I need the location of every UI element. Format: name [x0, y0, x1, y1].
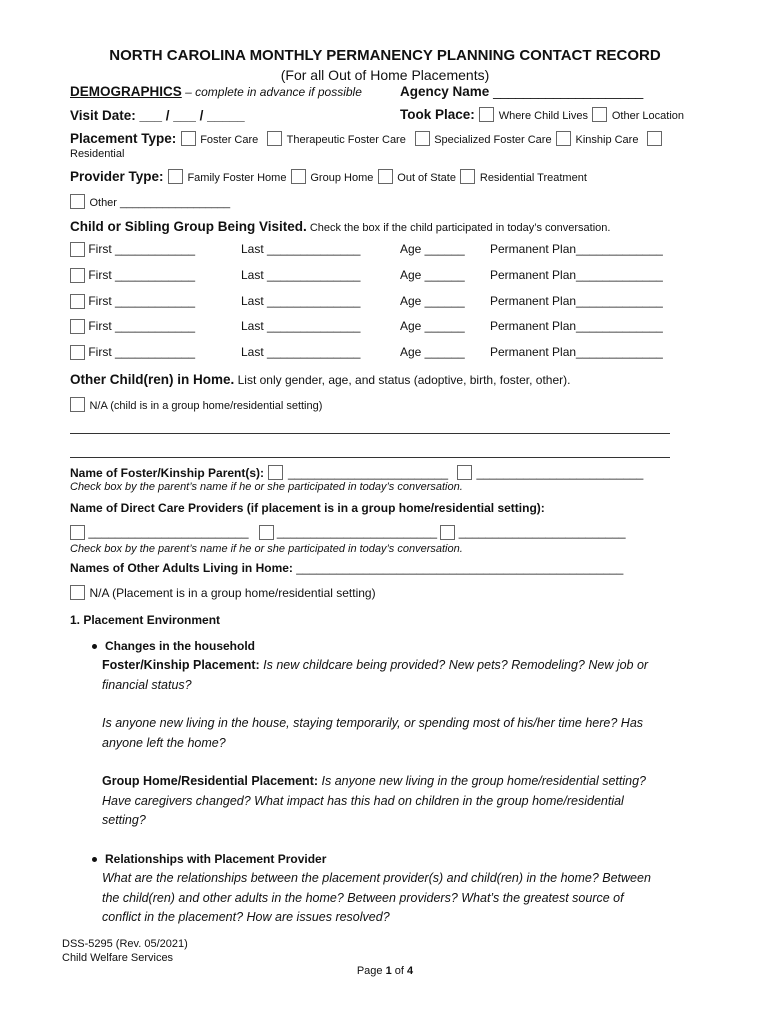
- demographics-label: DEMOGRAPHICS: [70, 84, 182, 99]
- placement-type-row: [70, 130, 662, 148]
- provider-other-row: [70, 193, 230, 211]
- child-first-name[interactable]: First ____________: [88, 294, 196, 308]
- specialized-foster-care-label: Specialized Foster Care: [434, 134, 552, 146]
- kinship-care-checkbox[interactable]: [556, 131, 571, 146]
- child-first-name[interactable]: First ____________: [88, 242, 196, 256]
- residential-treatment-label: Residential Treatment: [479, 172, 587, 184]
- household-question: Is anyone new living in the house, staying temporarily, or spending most of his/her time here? Has anyone left the home?: [102, 716, 644, 750]
- demographics-note: – complete in advance if possible: [181, 85, 362, 99]
- visit-date-field[interactable]: Visit Date: ___ / ___ / _____: [70, 108, 245, 123]
- other-children-note: List only gender, age, and status (adoptive, birth, foster, other).: [234, 373, 571, 387]
- direct-care-1-checkbox[interactable]: [70, 525, 85, 540]
- child-age[interactable]: Age ______: [400, 294, 465, 308]
- other-children-heading-row: [70, 371, 570, 389]
- residential-treatment-checkbox[interactable]: [460, 169, 475, 184]
- form-subtitle: (For all Out of Home Placements): [280, 67, 490, 83]
- child-age[interactable]: Age ______: [400, 268, 465, 282]
- direct-care-2-name[interactable]: ________________________: [276, 525, 438, 539]
- out-of-state-label: Out of State: [397, 172, 456, 184]
- page-total: 4: [407, 965, 414, 977]
- form-id: DSS-5295 (Rev. 05/2021): [62, 938, 188, 950]
- direct-care-label: Name of Direct Care Providers (if placement is in a group home/residential setting):: [70, 501, 545, 515]
- other-adults-na-label: N/A (Placement is in a group home/residential setting): [89, 586, 376, 600]
- children-heading-row: [70, 218, 610, 236]
- other-adults-na-checkbox[interactable]: [70, 585, 85, 600]
- child-participated-checkbox[interactable]: [70, 345, 85, 360]
- child-first-name[interactable]: First ____________: [88, 319, 196, 333]
- child-permanent-plan[interactable]: Permanent Plan_____________: [490, 242, 663, 256]
- child-permanent-plan[interactable]: Permanent Plan_____________: [490, 345, 663, 359]
- direct-care-3-name[interactable]: _________________________: [458, 525, 626, 539]
- child-last-name[interactable]: Last ______________: [241, 345, 361, 359]
- direct-care-2-checkbox[interactable]: [259, 525, 274, 540]
- child-permanent-plan[interactable]: Permanent Plan_____________: [490, 268, 663, 282]
- other-children-na-checkbox[interactable]: [70, 397, 85, 412]
- children-heading: Child or Sibling Group Being Visited.: [70, 219, 307, 234]
- page-prefix: Page: [356, 965, 386, 977]
- child-row: [70, 319, 195, 334]
- direct-care-note: Check box by the parent’s name if he or she participated in today’s conversation.: [70, 543, 463, 555]
- child-row: [70, 345, 195, 360]
- other-location-label: Other Location: [611, 110, 685, 122]
- bullet-changes-household: [92, 639, 255, 653]
- foster-kinship-label: Foster/Kinship Placement:: [102, 658, 260, 672]
- child-permanent-plan[interactable]: Permanent Plan_____________: [490, 294, 663, 308]
- child-first-name[interactable]: First ____________: [88, 345, 196, 359]
- placement-type-label: Placement Type:: [70, 131, 177, 146]
- therapeutic-foster-care-checkbox[interactable]: [267, 131, 282, 146]
- foster-care-checkbox[interactable]: [181, 131, 196, 146]
- residential-label: Residential: [70, 148, 125, 160]
- family-foster-home-checkbox[interactable]: [168, 169, 183, 184]
- provider-type-row: [70, 168, 587, 186]
- child-last-name[interactable]: Last ______________: [241, 319, 361, 333]
- page-number: [0, 965, 770, 977]
- child-row: [70, 268, 195, 283]
- other-adults-na-row: [70, 584, 376, 602]
- where-child-lives-label: Where Child Lives: [498, 110, 588, 122]
- direct-care-3-checkbox[interactable]: [440, 525, 455, 540]
- group-home-label: Group Home/Residential Placement:: [102, 774, 319, 788]
- provider-other-label[interactable]: Other __________________: [89, 197, 231, 209]
- foster-parent-2-name[interactable]: _________________________: [476, 466, 644, 480]
- agency-name-label: Agency Name: [400, 84, 490, 99]
- foster-parent-1-checkbox[interactable]: [268, 465, 283, 480]
- foster-parents-label: Name of Foster/Kinship Parent(s):: [70, 466, 265, 480]
- foster-parents-row: [70, 464, 643, 482]
- residential-checkbox[interactable]: [647, 131, 662, 146]
- child-participated-checkbox[interactable]: [70, 268, 85, 283]
- child-permanent-plan[interactable]: Permanent Plan_____________: [490, 319, 663, 333]
- provider-type-label: Provider Type:: [70, 169, 164, 184]
- foster-kinship-question: [102, 656, 662, 695]
- demographics-row: [70, 84, 362, 99]
- department: Child Welfare Services: [62, 952, 174, 964]
- bullet-dot: [92, 644, 97, 649]
- child-participated-checkbox[interactable]: [70, 242, 85, 257]
- out-of-state-checkbox[interactable]: [378, 169, 393, 184]
- family-foster-home-label: Family Foster Home: [187, 172, 287, 184]
- child-age[interactable]: Age ______: [400, 242, 465, 256]
- child-last-name[interactable]: Last ______________: [241, 242, 361, 256]
- other-children-line[interactable]: [70, 433, 670, 434]
- bullet-relationships-label: Relationships with Placement Provider: [105, 852, 327, 866]
- other-adults-blank[interactable]: _________________________________________________: [292, 561, 624, 575]
- relationships-question: What are the relationships between the placement provider(s) and child(ren) in the home? Between the child(ren) and other adults in the home? Between providers? What’s the greatest source of conflict in the placement? How are issues resolved?: [102, 871, 651, 924]
- page-mid: of: [391, 965, 408, 977]
- group-home-label: Group Home: [310, 172, 374, 184]
- child-age[interactable]: Age ______: [400, 345, 465, 359]
- group-home-text: Is anyone new living in the group home/residential setting? Have caregivers changed? What impact has this had on children in the group home/residential setting?: [102, 774, 647, 827]
- child-row: [70, 294, 195, 309]
- direct-care-row: [70, 525, 626, 540]
- bullet-relationships: [92, 852, 326, 866]
- form-title: NORTH CAROLINA MONTHLY PERMANENCY PLANNING CONTACT RECORD: [109, 47, 661, 64]
- child-last-name[interactable]: Last ______________: [241, 294, 361, 308]
- group-home-checkbox[interactable]: [291, 169, 306, 184]
- child-first-name[interactable]: First ____________: [88, 268, 196, 282]
- agency-name-field[interactable]: [400, 84, 643, 99]
- other-children-heading: Other Child(ren) in Home.: [70, 372, 235, 387]
- foster-parent-1-name[interactable]: ________________________: [287, 466, 449, 480]
- other-adults-label: Names of Other Adults Living in Home:: [70, 561, 293, 575]
- agency-name-blank: ____________________: [493, 84, 644, 99]
- foster-care-label: Foster Care: [200, 134, 259, 146]
- section-1-heading: 1. Placement Environment: [70, 613, 221, 627]
- other-children-na-row: [70, 396, 322, 414]
- child-age[interactable]: Age ______: [400, 319, 465, 333]
- child-participated-checkbox[interactable]: [70, 319, 85, 334]
- took-place-label: Took Place:: [400, 107, 475, 122]
- child-last-name[interactable]: Last ______________: [241, 268, 361, 282]
- other-adults-row: [70, 561, 623, 575]
- group-home-question: [102, 772, 657, 831]
- children-note: Check the box if the child participated in today’s conversation.: [306, 222, 611, 234]
- direct-care-1-name[interactable]: ________________________: [88, 525, 249, 539]
- kinship-care-label: Kinship Care: [575, 134, 639, 146]
- other-children-line[interactable]: [70, 457, 670, 458]
- took-place-row: [400, 106, 684, 124]
- bullet-dot: [92, 857, 97, 862]
- where-child-lives-checkbox[interactable]: [479, 107, 494, 122]
- other-location-checkbox[interactable]: [592, 107, 607, 122]
- foster-parents-note: Check box by the parent’s name if he or she participated in today’s conversation.: [70, 481, 463, 493]
- therapeutic-foster-care-label: Therapeutic Foster Care: [286, 134, 406, 146]
- child-participated-checkbox[interactable]: [70, 294, 85, 309]
- foster-kinship-text: Is new childcare being provided? New pets? Remodeling? New job or financial status?: [102, 658, 649, 692]
- child-row: [70, 242, 195, 257]
- page-current: 1: [385, 965, 392, 977]
- other-children-na-label: N/A (child is in a group home/residential setting): [89, 400, 323, 412]
- provider-other-checkbox[interactable]: [70, 194, 85, 209]
- bullet-changes-label: Changes in the household: [105, 639, 256, 653]
- foster-parent-2-checkbox[interactable]: [457, 465, 472, 480]
- specialized-foster-care-checkbox[interactable]: [415, 131, 430, 146]
